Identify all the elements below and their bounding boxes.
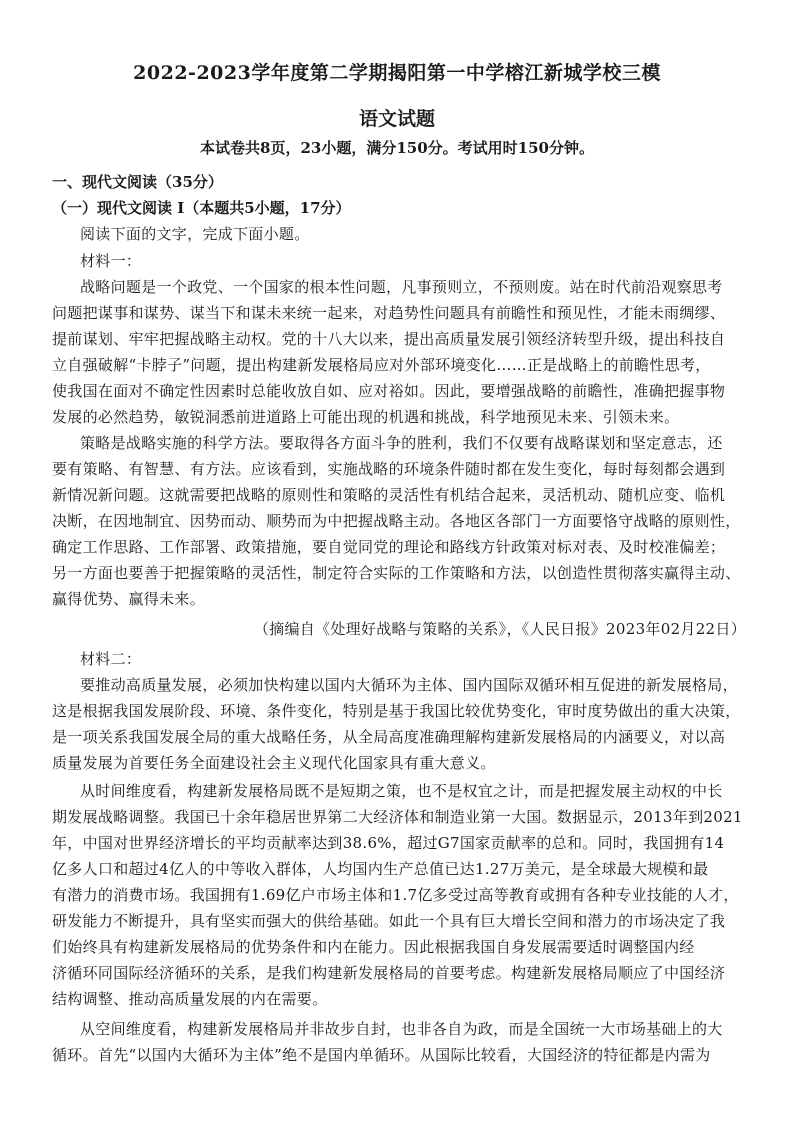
paragraph-line: 决断，在因地制宜、因势而动、顺势而为中把握战略主动。各地区各部门一方面要恪守战略的原则性， <box>52 512 741 530</box>
paragraph-line: 有潜力的消费市场。我国拥有1.69亿户市场主体和1.7亿多受过高等教育或拥有各种专业技能的人才， <box>52 886 739 904</box>
paragraph-line: 们始终具有构建新发展格局的优势条件和内在能力。因此根据我国自身发展需要适时调整国内经 <box>52 938 695 956</box>
paragraph-line: 立自强破解“卡脖子”问题，提出构建新发展格局应对外部环境变化……正是战略上的前瞻性思考， <box>52 356 711 374</box>
paragraph-line: 期发展战略调整。我国已十余年稳居世界第二大经济体和制造业第一大国。数据显示，2013年到2021 <box>52 808 743 826</box>
section-heading: 一、现代文阅读（35分） <box>52 173 223 191</box>
paragraph-line: 亿多人口和超过4亿人的中等收入群体，人均国内生产总值已达1.27万美元，是全球最大规模和最 <box>52 860 709 878</box>
paragraph-line: 提前谋划、牢牢把握战略主动权。党的十八大以来，提出高质量发展引领经济转型升级，提出科技自 <box>52 330 726 348</box>
paragraph-line: 要有策略、有智慧、有方法。应该看到，实施战略的环境条件随时都在发生变化，每时每刻都会遇到 <box>52 460 726 478</box>
paragraph-line: 赢得优势、赢得未来。 <box>52 590 206 608</box>
exam-info: 本试卷共8页，23小题，满分150分。考试用时150分钟。 <box>200 139 594 157</box>
exam-subject: 语文试题 <box>358 108 435 130</box>
paragraph-line: 年，中国对世界经济增长的平均贡献率达到38.6%，超过G7国家贡献率的总和。同时，我国拥有14 <box>52 834 725 852</box>
paragraph-line: 从时间维度看，构建新发展格局既不是短期之策，也不是权宜之计，而是把握发展主动权的中长 <box>80 782 723 800</box>
paragraph-line: 结构调整、推动高质量发展的内在需要。 <box>52 990 328 1008</box>
paragraph-line: 是一项关系我国发展全局的重大战略任务，从全局高度准确理解构建新发展格局的内涵要义，对以高 <box>52 728 726 746</box>
paragraph-line: 战略问题是一个政党、一个国家的根本性问题，凡事预则立，不预则废。站在时代前沿观察思考 <box>80 278 723 296</box>
paragraph-line: 循环。首先“以国内大循环为主体”绝不是国内单循环。从国际比较看，大国经济的特征都是内需为 <box>52 1046 711 1064</box>
paragraph-line: 济循环同国际经济循环的关系，是我们构建新发展格局的首要考虑。构建新发展格局顺应了中国经济 <box>52 964 726 982</box>
material-label: 材料二： <box>80 650 142 668</box>
subsection-heading: （一）现代文阅读 I（本题共5小题，17分） <box>52 199 351 217</box>
paragraph-line: 使我国在面对不确定性因素时总能收放自如、应对裕如。因此，要增强战略的前瞻性，准确把握事物 <box>52 382 726 400</box>
paragraph-line: 问题把谋事和谋势、谋当下和谋未来统一起来，对趋势性问题具有前瞻性和预见性，才能未雨绸缪、 <box>52 304 726 322</box>
paragraph-line: 另一方面也要善于把握策略的灵活性，制定符合实际的工作策略和方法，以创造性贯彻落实赢得主动、 <box>52 564 741 582</box>
source-citation: （摘编自《处理好战略与策略的关系》，《人民日报》2023年02月22日） <box>253 620 746 638</box>
paragraph-line: 确定工作思路、工作部署、政策措施，要自觉同党的理论和路线方针政策对标对表、及时校准偏差； <box>52 538 726 556</box>
paragraph-line: 发展的必然趋势，敏锐洞悉前进道路上可能出现的机遇和挑战，科学地预见未来、引领未来。 <box>52 408 680 426</box>
paragraph-line: 策略是战略实施的科学方法。要取得各方面斗争的胜利，我们不仅要有战略谋划和坚定意志，还 <box>80 434 723 452</box>
paragraph-line: 新情况新问题。这就需要把战略的原则性和策略的灵活性有机结合起来，灵活机动、随机应变、临机 <box>52 486 726 504</box>
paragraph-line: 从空间维度看，构建新发展格局并非故步自封，也非各自为政，而是全国统一大市场基础上的大 <box>80 1020 723 1038</box>
material-label: 材料一： <box>80 252 142 270</box>
paragraph-line: 要推动高质量发展，必须加快构建以国内大循环为主体、国内国际双循环相互促进的新发展格局， <box>80 676 738 694</box>
instruction-text: 阅读下面的文字，完成下面小题。 <box>80 225 310 243</box>
paragraph-line: 这是根据我国发展阶段、环境、条件变化，特别是基于我国比较优势变化，审时度势做出的重大决策， <box>52 702 741 720</box>
paragraph-line: 研发能力不断提升，具有坚实而强大的供给基础。如此一个具有巨大增长空间和潜力的市场决定了我 <box>52 912 726 930</box>
exam-title: 2022-2023学年度第二学期揭阳第一中学榕江新城学校三模 <box>133 62 661 84</box>
paragraph-line: 质量发展为首要任务全面建设社会主义现代化国家具有重大意义。 <box>52 754 496 772</box>
